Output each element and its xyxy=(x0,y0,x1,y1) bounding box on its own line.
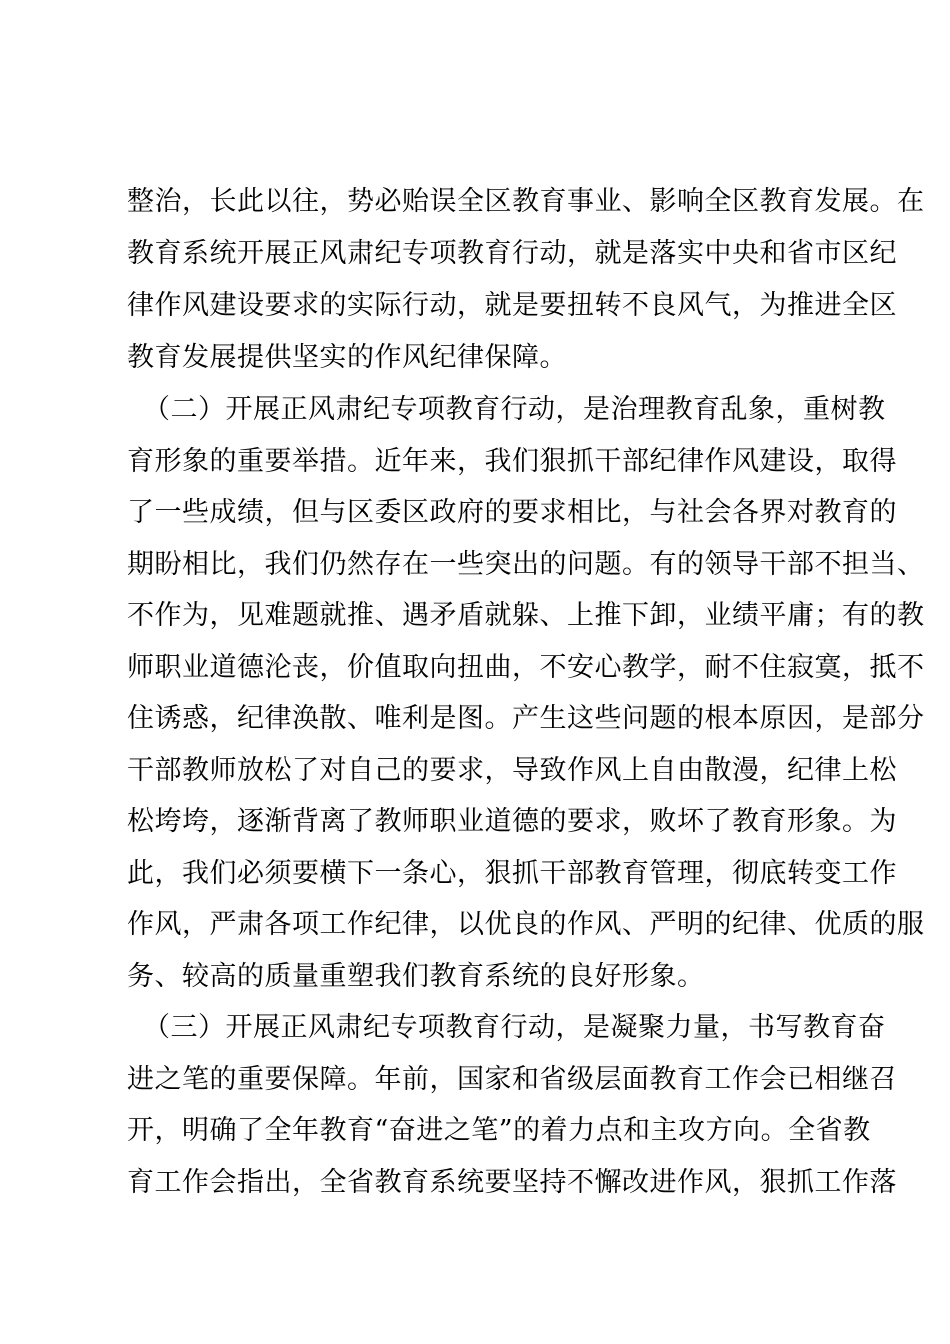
text-line: 了一些成绩，但与区委区政府的要求相比，与社会各界对教育的 xyxy=(127,497,897,528)
text-line: 育工作会指出，全省教育系统要坚持不懈改进作风，狠抓工作落 xyxy=(127,1167,897,1198)
text-line: 教育系统开展正风肃纪专项教育行动，就是落实中央和省市区纪 xyxy=(127,238,897,269)
text-line: 进之笔的重要保障。年前，国家和省级层面教育工作会已相继召 xyxy=(127,1064,897,1095)
text-line: 干部教师放松了对自己的要求，导致作风上自由散漫，纪律上松 xyxy=(127,755,897,786)
text-line: 开，明确了全年教育“奋进之笔”的着力点和主攻方向。全省教 xyxy=(127,1115,871,1146)
text-line: 期盼相比，我们仍然存在一些突出的问题。有的领导干部不担当、 xyxy=(127,549,925,580)
text-line: 务、较高的质量重塑我们教育系统的良好形象。 xyxy=(127,961,705,992)
paragraph-start-line: （二）开展正风肃纪专项教育行动，是治理教育乱象，重树教 xyxy=(143,394,886,425)
text-line: 师职业道德沦丧，价值取向扭曲，不安心教学，耐不住寂寞，抵不 xyxy=(127,652,925,683)
text-line: 此，我们必须要横下一条心，狠抓干部教育管理，彻底转变工作 xyxy=(127,858,897,889)
text-line: 育形象的重要举措。近年来，我们狠抓干部纪律作风建设，取得 xyxy=(127,446,897,477)
text-line: 不作为，见难题就推、遇矛盾就躲、上推下卸，业绩平庸；有的教 xyxy=(127,600,925,631)
text-line: 松垮垮，逐渐背离了教师职业道德的要求，败坏了教育形象。为 xyxy=(127,806,897,837)
text-line: 律作风建设要求的实际行动，就是要扭转不良风气，为推进全区 xyxy=(127,290,897,321)
paragraph-start-line: （三）开展正风肃纪专项教育行动，是凝聚力量，书写教育奋 xyxy=(143,1012,886,1043)
text-line: 作风，严肃各项工作纪律，以优良的作风、严明的纪律、优质的服 xyxy=(127,909,925,940)
text-line: 整治，长此以往，势必贻误全区教育事业、影响全区教育发展。在 xyxy=(127,186,925,217)
text-line: 住诱惑，纪律涣散、唯利是图。产生这些问题的根本原因，是部分 xyxy=(127,703,925,734)
text-line: 教育发展提供坚实的作风纪律保障。 xyxy=(127,342,567,373)
